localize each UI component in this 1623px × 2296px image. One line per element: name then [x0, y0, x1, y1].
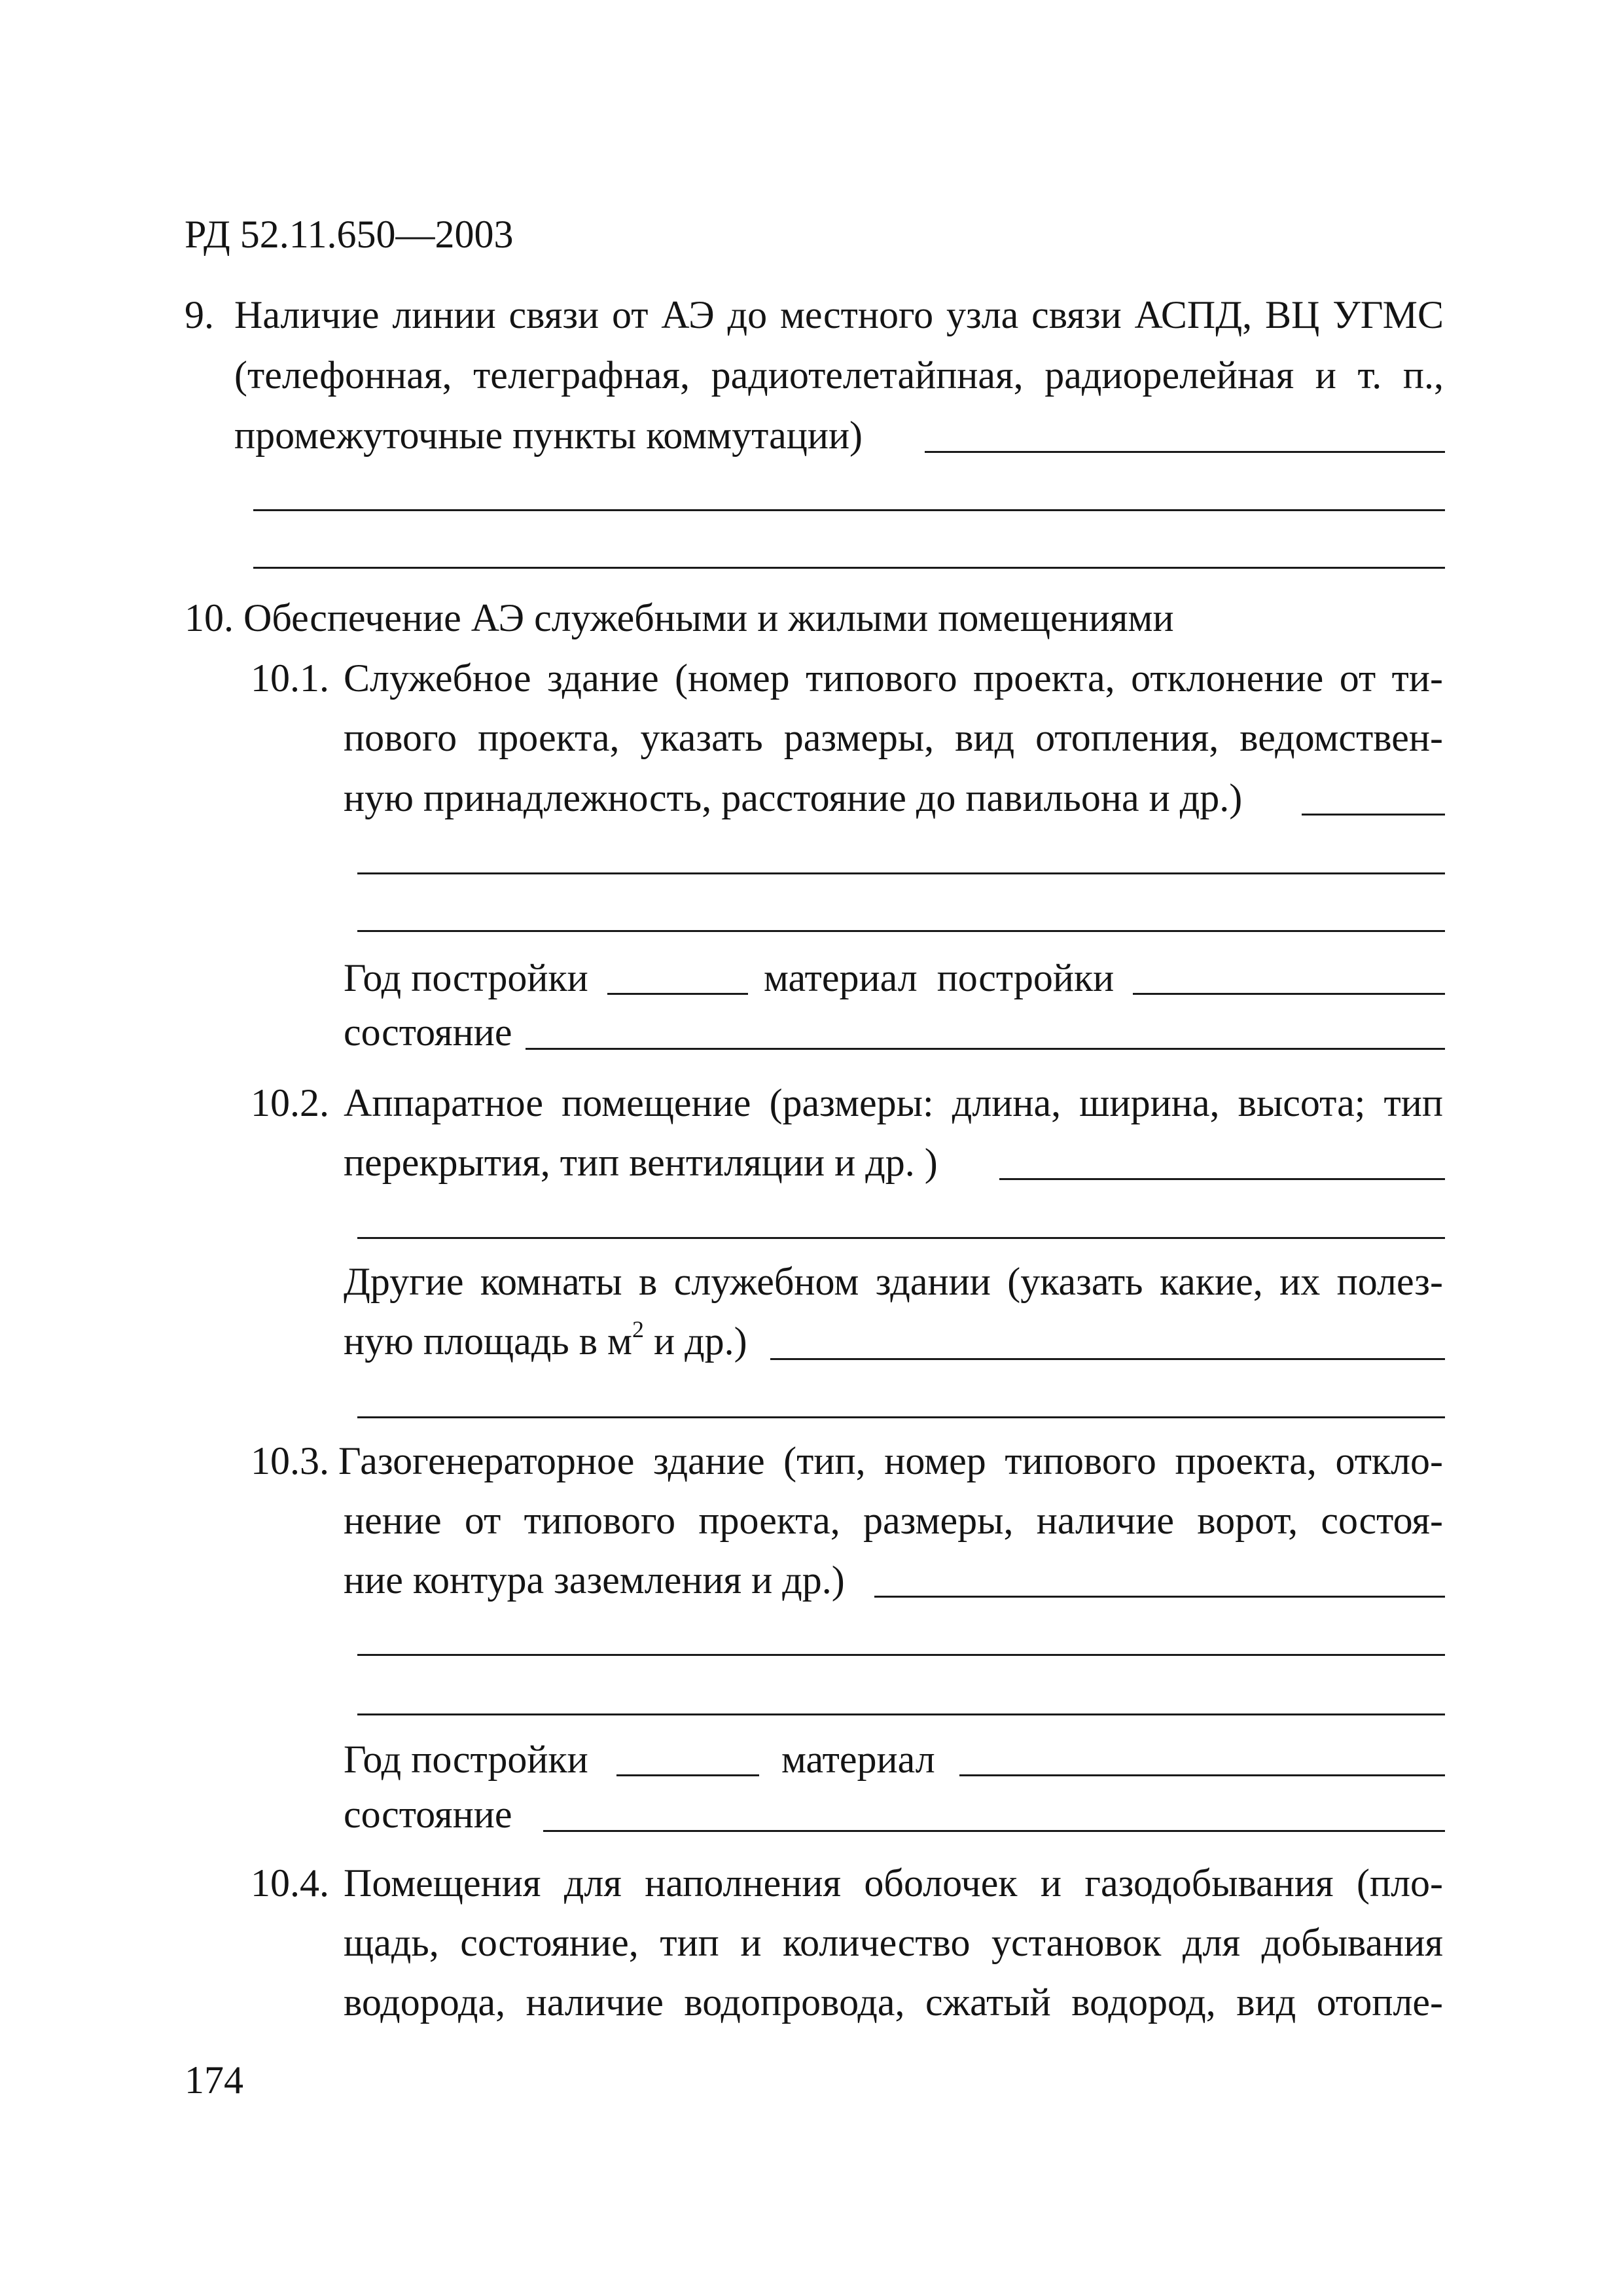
item-10-2-line-2: перекрытия, тип вентиляции и др. )	[344, 1141, 938, 1184]
item-10-2-other-line-1: Другие комнаты в служебном здании (указать какие, их полез-	[344, 1260, 1443, 1303]
item-10-3-year-label: Год постройки	[344, 1738, 588, 1781]
document-code: РД 52.11.650—2003	[185, 213, 514, 256]
item-9-number: 9.	[185, 293, 214, 336]
item-10-heading: 10. Обеспечение АЭ служебными и жилыми помещениями	[185, 596, 1174, 639]
item-10-4-line-3: водорода, наличие водопровода, сжатый водород, вид отопле-	[344, 1981, 1443, 2024]
item-10-1-year-label: Год постройки	[344, 956, 588, 999]
item-10-2-other-answer-line-1[interactable]	[770, 1358, 1445, 1360]
item-10-3-answer-line-1[interactable]	[874, 1596, 1445, 1598]
item-10-1-state-field[interactable]	[526, 1048, 1445, 1050]
item-10-3-material-field[interactable]	[959, 1774, 1445, 1776]
item-10-3-year-field[interactable]	[616, 1774, 759, 1776]
item-10-3-answer-line-2[interactable]	[357, 1654, 1445, 1656]
item-10-1-answer-line-2[interactable]	[357, 872, 1445, 874]
item-10-4-line-2: щадь, состояние, тип и количество установок для добывания	[344, 1921, 1443, 1964]
squared-superscript: 2	[632, 1316, 645, 1342]
item-10-2-area-text: ную площадь в м	[344, 1319, 633, 1363]
item-10-1-answer-line-3[interactable]	[357, 930, 1445, 932]
item-10-1-answer-line-1[interactable]	[1302, 814, 1445, 816]
item-9-answer-line-2[interactable]	[253, 509, 1445, 511]
item-10-1-material-field[interactable]	[1133, 993, 1445, 995]
item-10-3-line-3: ние контура заземления и др.)	[344, 1558, 845, 1602]
item-10-1-material-label: материал постройки	[764, 956, 1115, 999]
item-10-3-state-label: состояние	[344, 1793, 512, 1836]
item-9-line-3: промежуточные пункты коммутации)	[234, 414, 863, 457]
item-10-1-year-field[interactable]	[607, 993, 748, 995]
item-10-1-line-2: пового проекта, указать размеры, вид отопления, ведомствен-	[344, 716, 1443, 759]
item-10-3-answer-line-3[interactable]	[357, 1713, 1445, 1715]
item-10-1-number: 10.1.	[251, 656, 329, 700]
item-10-3-number: 10.3.	[251, 1439, 329, 1482]
item-10-2-number: 10.2.	[251, 1081, 329, 1124]
item-10-4-line-1: Помещения для наполнения оболочек и газодобывания (пло-	[344, 1861, 1443, 1905]
item-9-line-2: (телефонная, телеграфная, радиотелетайпная, радиорелейная и т. п.,	[234, 353, 1444, 397]
item-10-2-line-1: Аппаратное помещение (размеры: длина, ширина, высота; тип	[344, 1081, 1443, 1124]
item-10-2-other-suffix: и др.)	[644, 1319, 747, 1363]
item-10-3-state-field[interactable]	[543, 1830, 1445, 1832]
item-10-1-state-label: состояние	[344, 1011, 512, 1054]
page-number: 174	[185, 2058, 243, 2102]
item-9-answer-line-3[interactable]	[253, 567, 1445, 569]
item-10-3-line-1: Газогенераторное здание (тип, номер типового проекта, откло-	[338, 1439, 1443, 1482]
item-9-line-1: Наличие линии связи от АЭ до местного узла связи АСПД, ВЦ УГМС	[234, 293, 1444, 336]
item-10-1-line-3: ную принадлежность, расстояние до павильона и др.)	[344, 776, 1243, 819]
item-10-2-other-answer-line-2[interactable]	[357, 1416, 1445, 1418]
item-10-1-line-1: Служебное здание (номер типового проекта, отклонение от ти-	[344, 656, 1443, 700]
item-10-3-material-label: материал	[781, 1738, 935, 1781]
item-10-2-answer-line-1[interactable]	[999, 1178, 1445, 1180]
item-10-4-number: 10.4.	[251, 1861, 329, 1905]
item-10-3-line-2: нение от типового проекта, размеры, наличие ворот, состоя-	[344, 1499, 1443, 1542]
item-10-2-answer-line-2[interactable]	[357, 1237, 1445, 1239]
item-9-answer-line-1[interactable]	[925, 451, 1445, 453]
item-10-2-other-line-2	[344, 1316, 747, 1363]
